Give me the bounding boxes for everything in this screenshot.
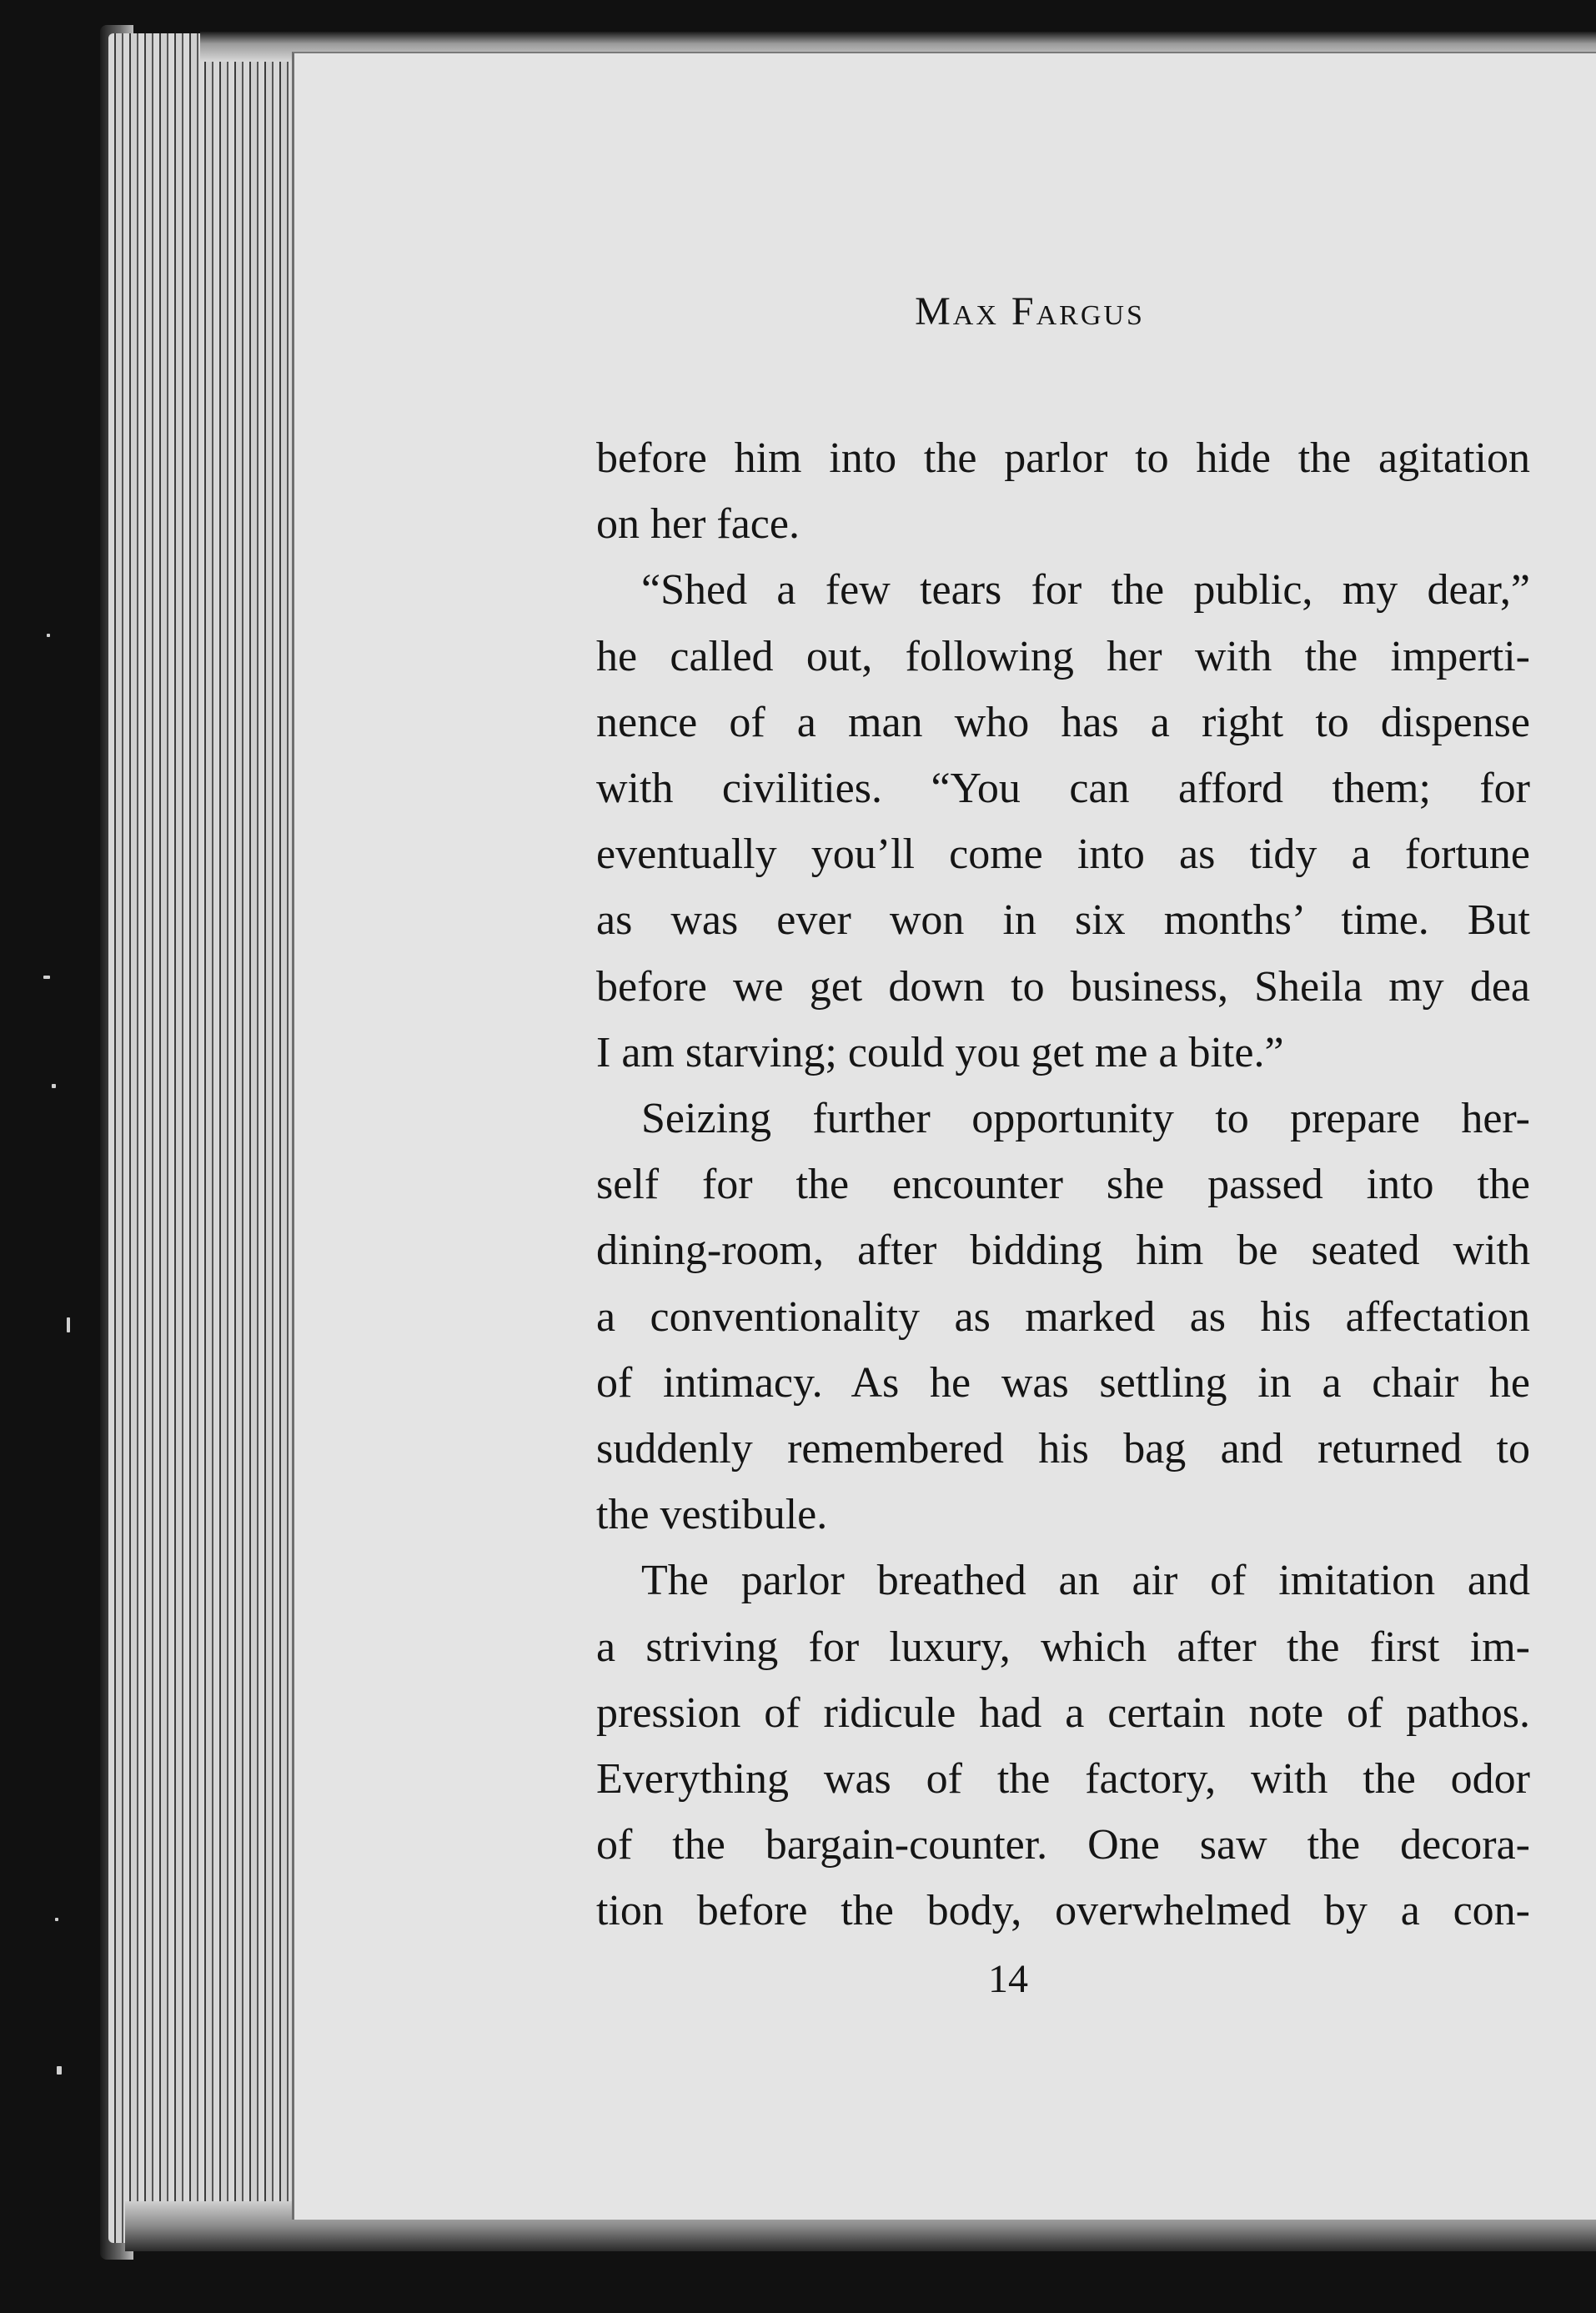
scan-speck bbox=[55, 1918, 58, 1921]
book-page bbox=[292, 52, 1596, 2220]
text-line: dining-room, after bidding him be seated with bbox=[596, 1227, 1530, 1275]
text-line: nence of a man who has a right to dispense bbox=[596, 698, 1530, 746]
scan-speck bbox=[43, 976, 50, 979]
running-head-text: Max Fargus bbox=[915, 289, 1145, 334]
text-line: the vestibule. bbox=[596, 1491, 828, 1539]
text-line: Seizing further opportunity to prepare her- bbox=[641, 1095, 1530, 1143]
running-head bbox=[294, 288, 1596, 334]
text-line: of the bargain-counter. One saw the decora- bbox=[596, 1821, 1530, 1869]
page-number bbox=[294, 1956, 1596, 2002]
text-line: “Shed a few tears for the public, my dear,” bbox=[641, 566, 1530, 615]
page-number-text: 14 bbox=[988, 1957, 1028, 2001]
text-line: a striving for luxury, which after the first im- bbox=[596, 1623, 1530, 1671]
scan-speck bbox=[52, 1084, 56, 1088]
scan-speck bbox=[67, 1317, 70, 1332]
scan-speck bbox=[47, 634, 50, 637]
text-line: before we get down to business, Sheila my dea bbox=[596, 962, 1530, 1011]
scan-speck bbox=[57, 2066, 62, 2075]
body-text bbox=[596, 425, 1530, 1944]
text-line: as was ever won in six months’ time. But bbox=[596, 896, 1530, 945]
text-line: suddenly remembered his bag and returned to bbox=[596, 1425, 1530, 1473]
text-line: with civilities. “You can afford them; for bbox=[596, 765, 1530, 813]
text-line: he called out, following her with the imperti- bbox=[596, 632, 1530, 680]
text-line: self for the encounter she passed into the bbox=[596, 1161, 1530, 1209]
text-line: I am starving; could you get me a bite.” bbox=[596, 1028, 1284, 1076]
text-line: before him into the parlor to hide the agitation bbox=[596, 434, 1530, 482]
text-line: The parlor breathed an air of imitation and bbox=[641, 1557, 1530, 1605]
text-line: pression of ridicule had a certain note of pathos. bbox=[596, 1688, 1530, 1737]
text-line: on her face. bbox=[596, 500, 800, 549]
book-page-edges bbox=[108, 33, 317, 2243]
text-line: Everything was of the factory, with the odor bbox=[596, 1755, 1530, 1804]
text-line: a conventionality as marked as his affectation bbox=[596, 1292, 1530, 1341]
text-line: of intimacy. As he was settling in a chair he bbox=[596, 1358, 1530, 1407]
text-line: eventually you’ll come into as tidy a fortune bbox=[596, 830, 1530, 879]
text-line: tion before the body, overwhelmed by a con- bbox=[596, 1887, 1530, 1935]
